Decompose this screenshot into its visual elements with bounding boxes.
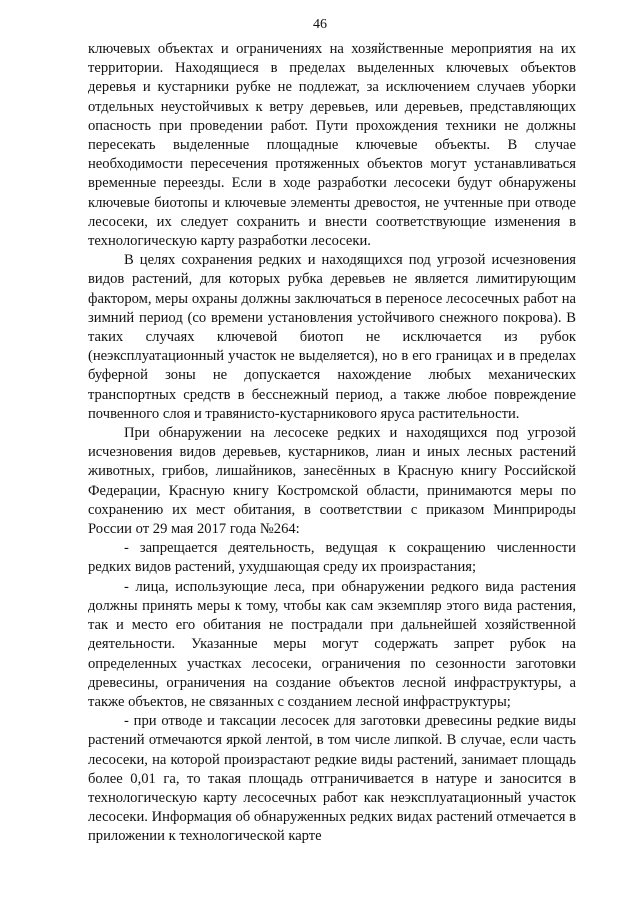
document-body <box>88 40 576 847</box>
paragraph-red-book-measures: При обнаружении на лесосеке редких и находящихся под угрозой исчезновения видов деревьев, кустарников, лиан и иных лесных растений животных, грибов, лишайников, занесённых в Красную книгу Российской Федерации, Красную книгу Костромской области, принимаются меры по сохранению их мест обитания, в соответствии с приказом Минприроды России от 29 мая 2017 года №264: <box>88 425 576 538</box>
paragraph-rare-species-protection: В целях сохранения редких и находящихся под угрозой исчезновения видов растений, для которых рубка деревьев не является лимитирующим фактором, меры охраны должны заключаться в переносе лесосечных работ на зимний период (со времени установления устойчивого снежного покрова). В таких случаях ключевой биотоп не исключается из рубок (неэксплуатационный участок не выделяется), но в его границах и в пределах буферной зоны не допускается нахождение любых механических транспортных средств в бесснежный период, а также любое повреждение почвенного слоя и травянисто-кустарникового яруса растительности. <box>88 252 576 422</box>
list-item-allotment-marking: - при отводе и таксации лесосек для заготовки древесины редкие виды растений отмечаются яркой лентой, в том числе липкой. В случае, если часть лесосеки, на которой произрастают редкие виды растений, занимает площадь более 0,01 га, то такая площадь отграничивается в натуре и заносится в технологическую карту лесосечных работ как неэксплуатационный участок лесосеки. Информация об обнаруженных редких видах растений отмечается в приложении к технологической карте <box>88 713 576 845</box>
paragraph-key-objects: ключевых объектах и ограничениях на хозяйственные мероприятия на их территории. Находящиеся в пределах выделенных ключевых объектов деревья и кустарники рубке не подлежат, за исключением случаев уборки отдельных неустойчивых к ветру деревьев, или деревьев, представляющих опасность при проведении работ. Пути прохождения техники не должны пересекать выделенные площадные ключевые объекты. В случае необходимости пересечения протяженных объектов могут устанавливаться временные переезды. Если в ходе разработки лесосеки будут обнаружены ключевые биотопы и ключевые элементы древостоя, не учтенные при отводе лесосеки, их следует сохранить и внести соответствующие изменения в технологическую карту разработки лесосеки. <box>88 41 576 250</box>
list-item-prohibition: - запрещается деятельность, ведущая к сокращению численности редких видов растений, ухудшающая среду их произрастания; <box>88 540 576 576</box>
page-number: 46 <box>313 17 327 32</box>
list-item-forest-users: - лица, использующие леса, при обнаружении редкого вида растения должны принять меры к тому, чтобы как сам экземпляр этого вида растения, так и место его обитания не пострадали при дальнейшей хозяйственной деятельности. Указанные меры могут содержать запрет рубок на определенных участках лесосеки, ограничения по сезонности заготовки древесины, ограничения на создание объектов лесной инфраструктуры, а также объектов, не связанных с созданием лесной инфраструктуры; <box>88 578 576 710</box>
